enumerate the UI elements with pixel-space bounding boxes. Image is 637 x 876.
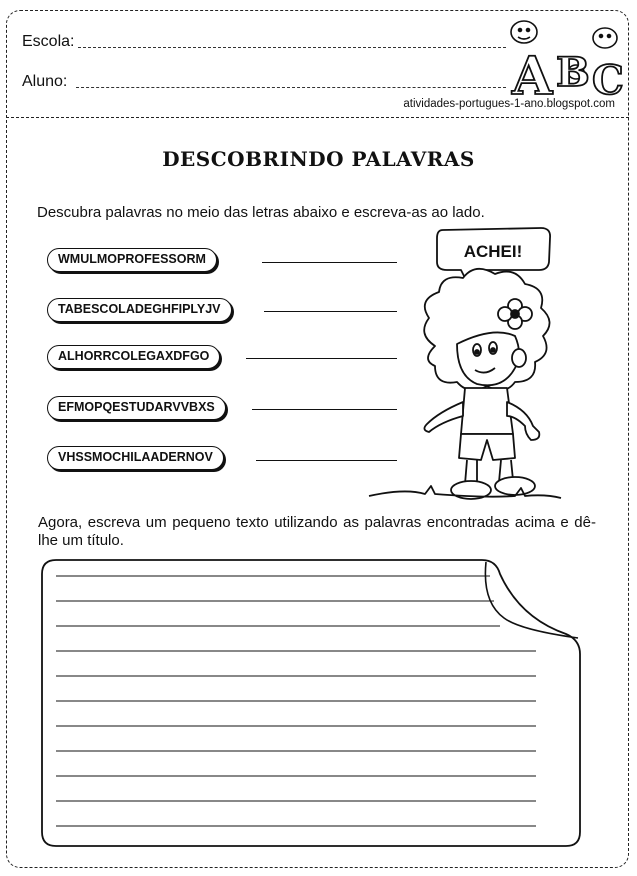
letter-a: A [512, 46, 553, 98]
word-pill-5: VHSSMOCHILAADERNOV [47, 446, 224, 470]
website-url: atividades-portugues-1-ano.blogspot.com [403, 98, 615, 110]
word-pill-3: ALHORRCOLEGAXDFGO [47, 345, 220, 369]
escola-label: Escola: [22, 33, 75, 50]
instruction-text: Descubra palavras no meio das letras abaixo e escreva-as ao lado. [37, 204, 485, 221]
aluno-label: Aluno: [22, 73, 68, 90]
letter-b: B [556, 49, 590, 96]
word-pill-4: EFMOPQESTUDARVVBXS [47, 396, 226, 420]
letter-c: C [592, 57, 624, 98]
word-pill-1: WMULMOPROFESSORM [47, 248, 217, 272]
word-pill-2: TABESCOLADEGHFIPLYJV [47, 298, 232, 322]
speech-bubble-text: ACHEI! [463, 242, 523, 261]
writing-prompt: Agora, escreva um pequeno texto utilizando as palavras encontradas acima e dê-lhe um título. [38, 514, 596, 549]
page-title: DESCOBRINDO PALAVRAS [162, 147, 475, 171]
